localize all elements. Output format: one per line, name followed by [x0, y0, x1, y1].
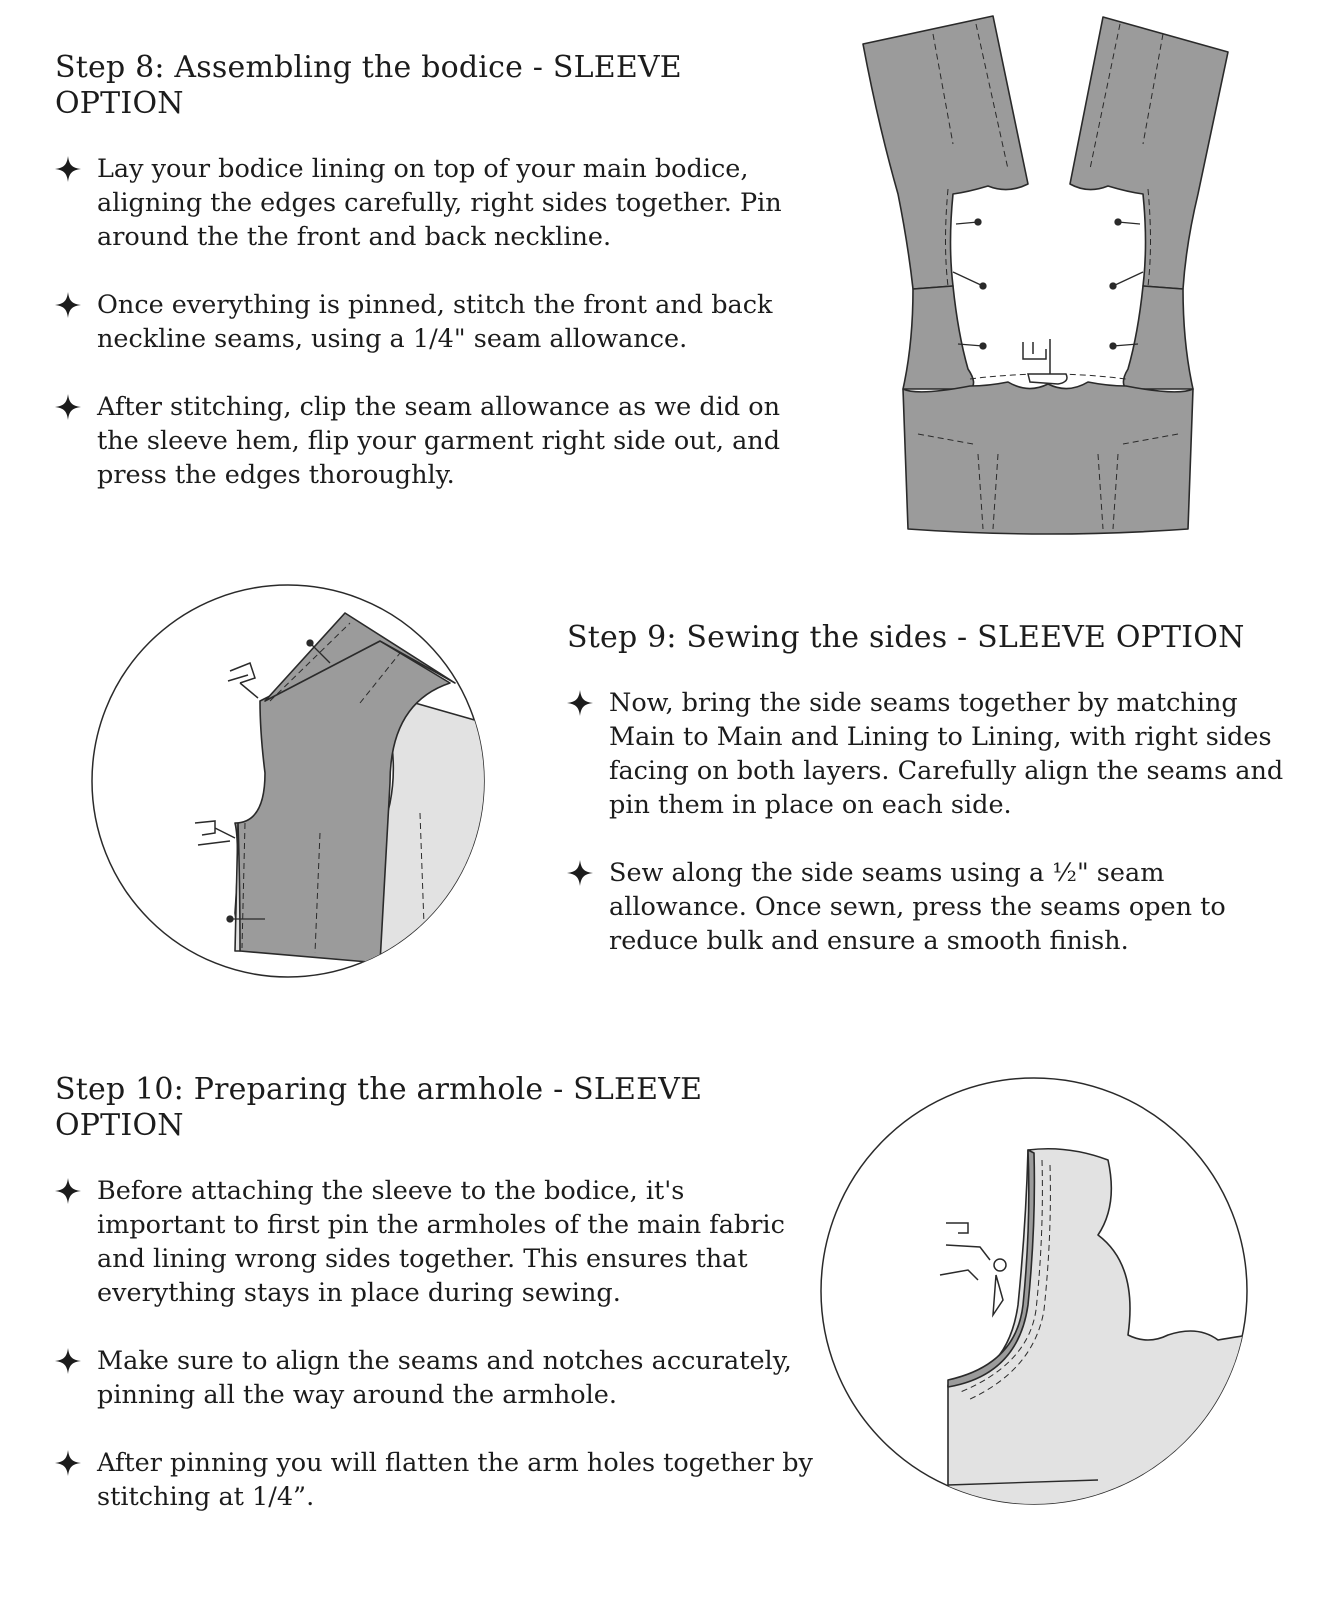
list-item: [567, 856, 1287, 958]
four-point-star-icon: [55, 394, 81, 420]
step-8-list: [55, 152, 815, 492]
four-point-star-icon: [567, 860, 593, 886]
list-item-text: Before attaching the sleeve to the bodice, it's important to first pin the armholes of the main fabric and lining wrong sides together. This ensures that everything stays in place during sewing.: [97, 1176, 785, 1308]
list-item: [55, 390, 815, 492]
step-8-title: Step 8: Assembling the bodice - SLEEVE OPTION: [55, 50, 682, 121]
list-item: [55, 1344, 815, 1412]
list-item: [567, 686, 1287, 822]
four-point-star-icon: [55, 1178, 81, 1204]
step-8-section: [55, 50, 815, 526]
four-point-star-icon: [567, 690, 593, 716]
four-point-star-icon: [55, 1348, 81, 1374]
step-9-title: Step 9: Sewing the sides - SLEEVE OPTION: [567, 620, 1245, 655]
step-10-section: [55, 1072, 815, 1548]
armhole-illustration: [818, 1075, 1250, 1507]
list-item-text: Once everything is pinned, stitch the front and back neckline seams, using a 1/4" seam allowance.: [97, 290, 773, 354]
step-10-title: Step 10: Preparing the armhole - SLEEVE OPTION: [55, 1072, 703, 1143]
bodice-illustration: [858, 14, 1238, 544]
list-item-text: After pinning you will flatten the arm holes together by stitching at 1/4”.: [97, 1448, 813, 1512]
list-item-text: Now, bring the side seams together by matching Main to Main and Lining to Lining, with right sides facing on both layers. Carefully align the seams and pin them in place on each side.: [609, 688, 1284, 820]
list-item-text: After stitching, clip the seam allowance as we did on the sleeve hem, flip your garment right side out, and press the edges thoroughly.: [97, 392, 781, 490]
left-side-panel: [903, 286, 974, 389]
four-point-star-icon: [55, 1450, 81, 1476]
step-10-list: [55, 1174, 815, 1514]
list-item: [55, 1174, 815, 1310]
list-item: [55, 1446, 815, 1514]
side-seam-illustration: [90, 583, 486, 979]
four-point-star-icon: [55, 156, 81, 182]
right-side-panel: [1123, 286, 1193, 389]
four-point-star-icon: [55, 292, 81, 318]
left-shoulder-strap: [863, 16, 1028, 289]
list-item-text: Make sure to align the seams and notches accurately, pinning all the way around the armhole.: [97, 1346, 792, 1410]
list-item: [55, 152, 815, 254]
step-9-list: [567, 686, 1287, 958]
step-9-section: [567, 620, 1287, 992]
list-item-text: Lay your bodice lining on top of your main bodice, aligning the edges carefully, right sides together. Pin around the the front and back neckline.: [97, 154, 782, 252]
bodice-body: [903, 382, 1193, 534]
presser-foot-icon: [1023, 339, 1067, 384]
list-item: [55, 288, 815, 356]
list-item-text: Sew along the side seams using a ½" seam allowance. Once sewn, press the seams open to reduce bulk and ensure a smooth finish.: [609, 858, 1226, 956]
